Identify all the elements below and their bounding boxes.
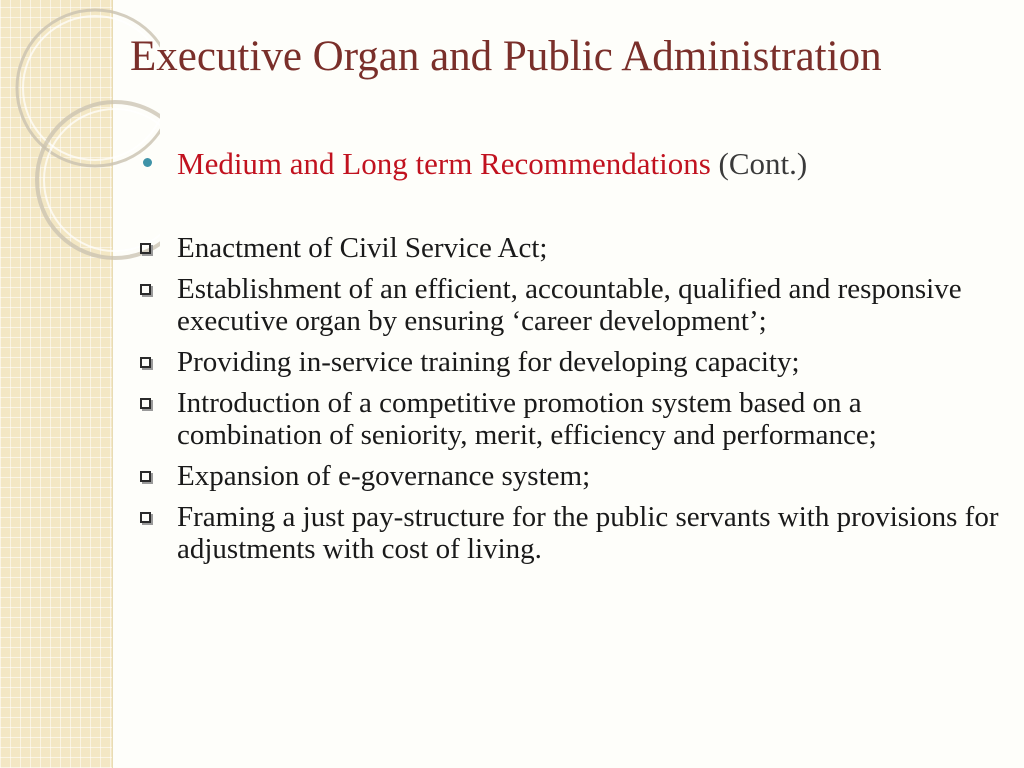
- subheading-suffix: (Cont.): [718, 146, 808, 181]
- list-item-text: Expansion of e-governance system;: [177, 460, 591, 492]
- list-item: [140, 387, 1010, 451]
- list-item: [140, 232, 1010, 264]
- list-item: [140, 346, 1010, 378]
- recommendations-list: [140, 232, 1010, 574]
- bullet-dot-icon: [143, 158, 152, 167]
- checkbox-bullet-icon: [140, 284, 151, 295]
- slide-title: Executive Organ and Public Administration: [130, 33, 882, 80]
- list-item: [140, 273, 1010, 337]
- section-subheading: [143, 146, 807, 182]
- list-item-text: Establishment of an efficient, accountable, qualified and responsive executive organ by ensuring ‘career development’;: [177, 273, 962, 337]
- checkbox-bullet-icon: [140, 243, 151, 254]
- list-item: [140, 460, 1010, 492]
- list-item-text: Introduction of a competitive promotion system based on a combination of seniority, merit, efficiency and performance;: [177, 387, 877, 451]
- list-item-text: Providing in-service training for developing capacity;: [177, 346, 800, 378]
- checkbox-bullet-icon: [140, 357, 151, 368]
- subheading-highlight: Medium and Long term Recommendations: [177, 146, 711, 181]
- list-item: [140, 501, 1010, 565]
- checkbox-bullet-icon: [140, 471, 151, 482]
- list-item-text: Framing a just pay-structure for the public servants with provisions for adjustments with cost of living.: [177, 501, 999, 565]
- checkbox-bullet-icon: [140, 512, 151, 523]
- list-item-text: Enactment of Civil Service Act;: [177, 232, 548, 264]
- checkbox-bullet-icon: [140, 398, 151, 409]
